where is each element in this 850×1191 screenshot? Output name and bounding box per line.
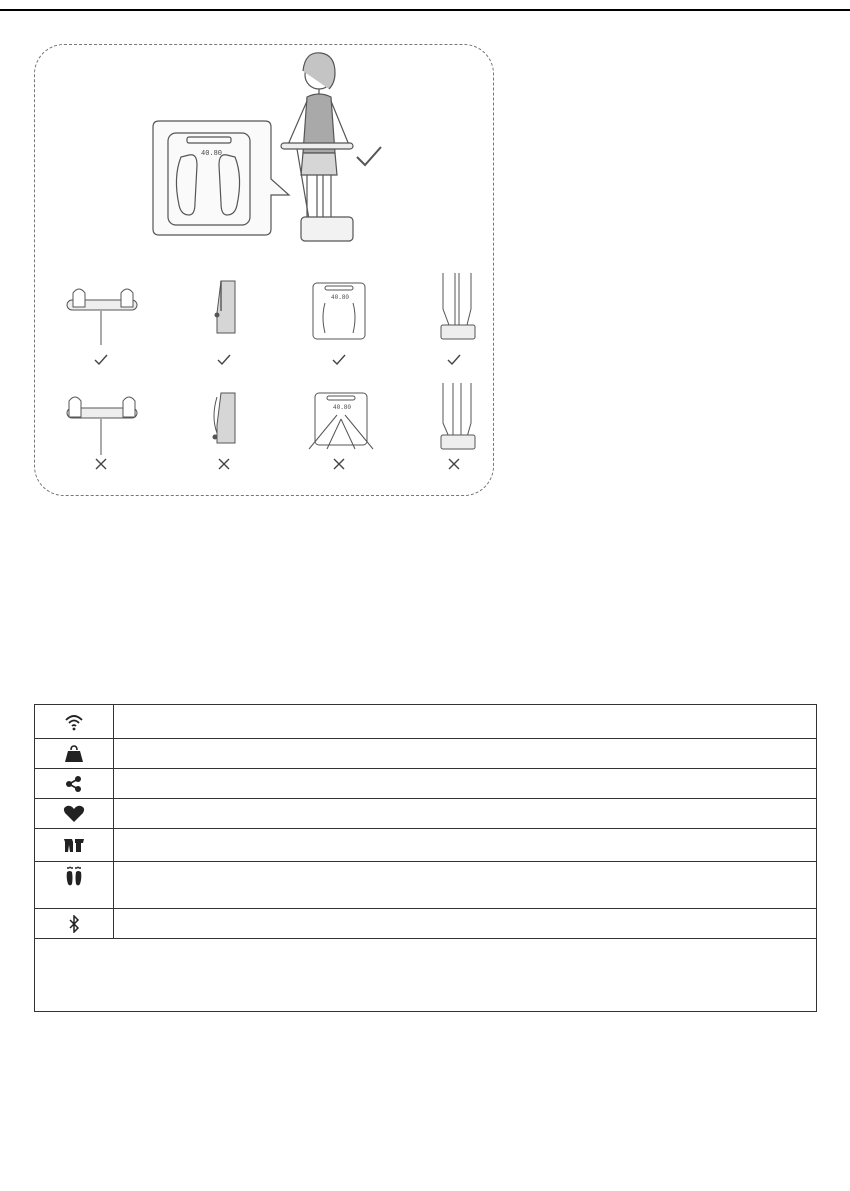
legend-row-share bbox=[35, 769, 817, 799]
share-icon bbox=[65, 775, 83, 793]
legend-row-weight bbox=[35, 739, 817, 769]
bluetooth-icon bbox=[68, 915, 80, 933]
legs-incorrect-thumb bbox=[441, 383, 475, 449]
legend-text-footprints bbox=[114, 862, 817, 909]
woman-on-scale bbox=[281, 53, 353, 241]
grip-correct-mark bbox=[93, 352, 109, 368]
legend-text-wifi bbox=[114, 705, 817, 739]
legend-text-clothing bbox=[114, 829, 817, 862]
legend-row-footprints bbox=[35, 862, 817, 909]
scale-readout-correct: 40.80 bbox=[331, 294, 350, 301]
legend-row-bluetooth bbox=[35, 909, 817, 939]
wifi-icon bbox=[64, 712, 84, 732]
arm-incorrect-mark bbox=[216, 456, 232, 472]
main-correct-mark bbox=[357, 147, 381, 165]
legend-row-clothing bbox=[35, 829, 817, 862]
grip-correct-thumb bbox=[67, 289, 137, 345]
legs-correct-mark bbox=[446, 352, 462, 368]
scale-readout-zoom: 40.80 bbox=[201, 150, 223, 158]
top-edge-rule bbox=[0, 0, 850, 4]
footprints-icon bbox=[63, 866, 85, 888]
illustration-drawing bbox=[35, 45, 495, 497]
weight-icon bbox=[64, 745, 84, 763]
feet-incorrect-thumb bbox=[309, 393, 373, 449]
legend-row-heart bbox=[35, 799, 817, 829]
scale-zoom-bubble bbox=[153, 121, 289, 235]
icon-legend-table bbox=[34, 704, 817, 1012]
arm-incorrect-thumb bbox=[213, 393, 235, 443]
feet-correct-thumb bbox=[313, 283, 365, 339]
feet-incorrect-mark bbox=[331, 456, 347, 472]
measurement-posture-illustration bbox=[34, 44, 494, 496]
scale-readout-incorrect: 40.80 bbox=[333, 404, 352, 411]
legend-text-share bbox=[114, 769, 817, 799]
legend-note bbox=[35, 939, 817, 1012]
legend-text-heart bbox=[114, 799, 817, 829]
heart-icon bbox=[63, 805, 85, 823]
legs-correct-thumb bbox=[441, 273, 475, 339]
clothing-icon bbox=[63, 837, 85, 853]
legs-incorrect-mark bbox=[446, 456, 462, 472]
arm-correct-thumb bbox=[215, 281, 235, 333]
grip-incorrect-mark bbox=[93, 456, 109, 472]
legend-note-row bbox=[35, 939, 817, 1012]
legend-text-weight bbox=[114, 739, 817, 769]
grip-incorrect-thumb bbox=[67, 397, 137, 455]
legend-text-bluetooth bbox=[114, 909, 817, 939]
feet-correct-mark bbox=[331, 352, 347, 368]
legend-row-wifi bbox=[35, 705, 817, 739]
arm-correct-mark bbox=[216, 352, 232, 368]
